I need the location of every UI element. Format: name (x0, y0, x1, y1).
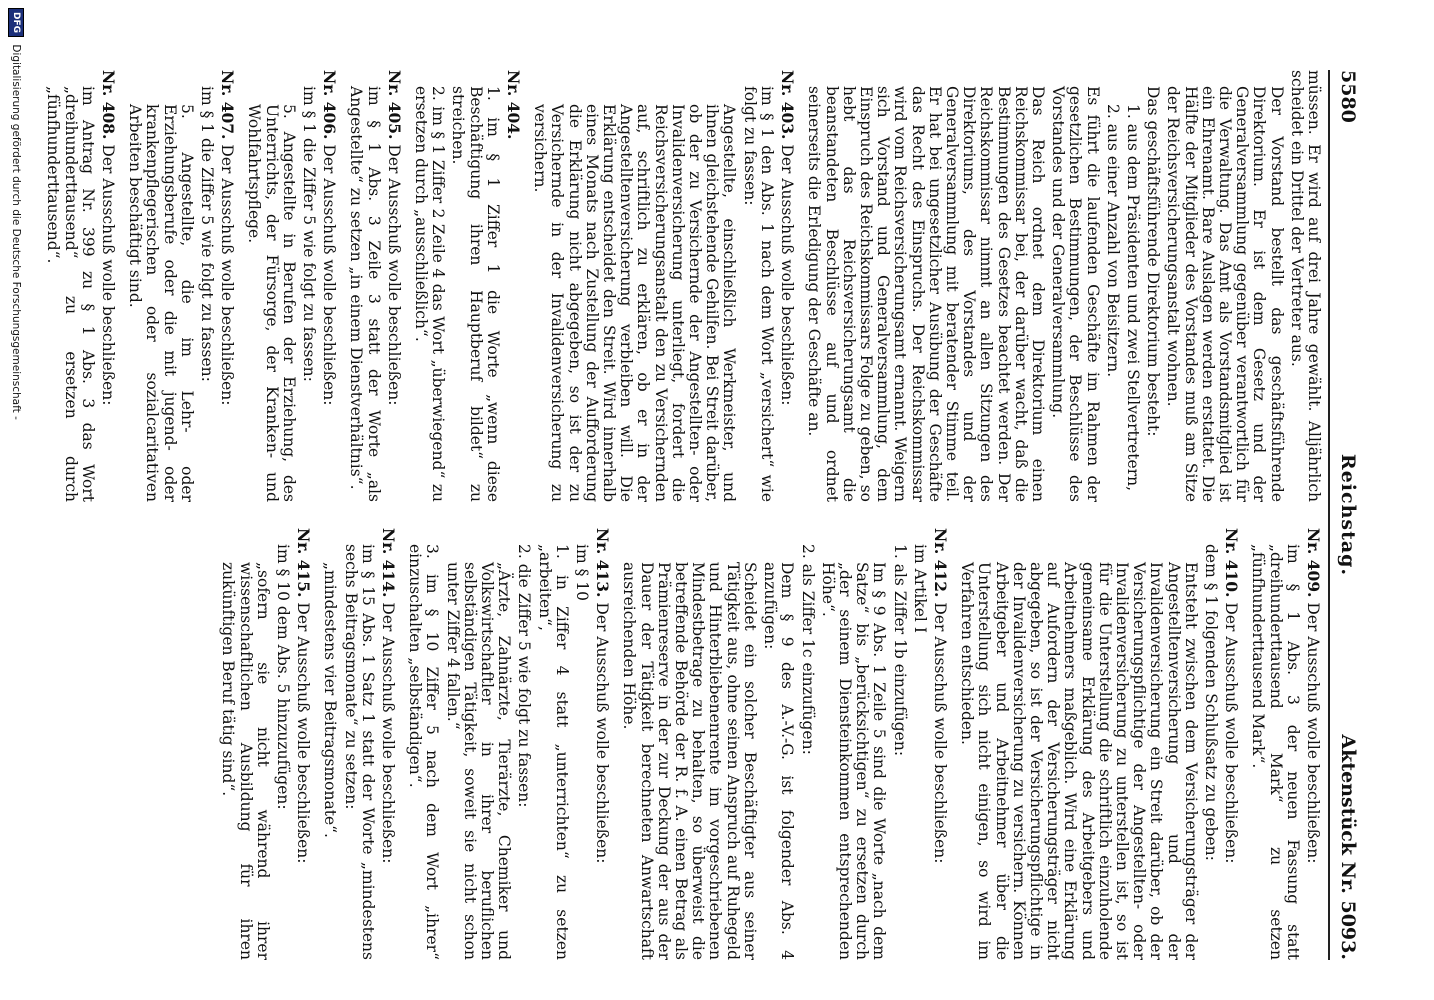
list-item: 1. aus dem Präsidenten und zwei Stellvertretern, (1123, 104, 1142, 492)
motion-intro: Der Ausschuß wolle beschließen: (320, 144, 339, 406)
motion-line: im § 10 dem Abs. 5 hinzuzufügen: (274, 544, 293, 810)
motion-line: Dem § 9 des A.-V.-G. ist folgender Abs. 4 anzufügen: (761, 562, 797, 960)
motion-number: Nr. 414. (379, 528, 399, 598)
motion-number: Nr. 404. (504, 70, 524, 140)
motion-line: „sofern sie nicht während ihrer wissenschaftlichen Ausbildung für ihren zukünftigen Beruf tätig sind“. (219, 562, 272, 960)
motion-405 (347, 70, 403, 502)
paragraph: Der Vorstand bestellt das geschäftsführende Direktorium. Er ist dem Gesetz und der Generalversammlung gegenüber verantwortlich für die Verwaltung. Das Amt als Vorstandsmitglied ist ein Ehrenamt. Bare Auslagen werden erstattet. Die Hälfte der Mitglieder des Vorstandes muß am Sitze der Reichsversicherungsanstalt wohnen. (1164, 86, 1286, 502)
motion-line: 5. Angestellte in Berufen der Erziehung, des Unterrichts, der Fürsorge, der Kranken- und Wohlfahrtspflege. (245, 104, 298, 502)
motion-413 (406, 528, 611, 960)
motion-line: im § 15 Abs. 1 Satz 1 statt der Worte „mindestens sechs Beitragsmonate“ zu setzen: (341, 544, 377, 960)
motion-line: im § 1 den Abs. 1 nach dem Wort „versichert“ wie folgt zu fassen: (740, 86, 776, 502)
motion-line: im § 10 (573, 544, 592, 601)
motion-403 (531, 70, 796, 502)
motion-line: 1. als Ziffer 1b einzufügen: (890, 544, 909, 757)
motion-intro: Der Ausschuß wolle beschließen: (778, 144, 797, 406)
list-item: 2. aus einer Anzahl von Beisitzern. (1103, 104, 1122, 378)
motion-line: 1. im § 1 Ziffer 1 die Worte „wenn diese Beschäftigung ihren Hauptberuf bildet“ zu streichen. (449, 86, 502, 502)
right-column (219, 528, 1323, 960)
motion-line: im § 1 Abs. 3 der neuen Fassung statt „dreihunderttausend Mark“ zu setzen „fünfhunderttausend Mark“. (1249, 544, 1302, 960)
motion-407 (126, 70, 236, 502)
motion-number: Nr. 412. (930, 528, 950, 598)
motion-410 (958, 528, 1240, 960)
motion-line: „Ärzte, Zahnärzte, Tierärzte, Chemiker und Volkswirtschaftler in ihrer beruflichen selbständigen Tätigkeit, soweit sie nicht schon unter Ziffer 4 fallen.“ (443, 562, 514, 960)
motion-409 (1249, 528, 1322, 960)
motion-line: „mindestens vier Beitragsmonate“. (321, 562, 340, 838)
motion-404 (412, 70, 522, 502)
motion-number: Nr. 406. (320, 70, 340, 140)
motion-line: im § 1 die Ziffer 5 wie folgt zu fassen: (198, 86, 217, 382)
page-header (1328, 70, 1358, 960)
paragraph: Es führt die laufenden Geschäfte im Rahmen der gesetzlichen Bestimmungen, der Beschlüsse des Vorstandes und der Generalversammlung. (1049, 86, 1102, 502)
left-column (44, 70, 1323, 502)
motion-line: im Antrag Nr. 399 zu § 1 Abs. 3 das Wort „dreihunderttausend“ zu ersetzen durch „fünfhunderttausend“. (44, 86, 97, 502)
motion-number: Nr. 413. (593, 528, 613, 598)
motion-number: Nr. 408. (99, 70, 118, 140)
dfg-logo: DFG (8, 8, 24, 37)
paragraph: Das geschäftsführende Direktorium besteht: (1144, 86, 1163, 437)
motion-intro: Der Ausschuß wolle beschließen: (294, 602, 313, 864)
motion-408 (44, 70, 117, 502)
motion-number: Nr. 409. (1304, 528, 1323, 598)
motion-line: 2. als Ziffer 1c einzufügen: (798, 544, 817, 755)
header-title: Reichstag. (1337, 453, 1359, 577)
motion-line: 1. in Ziffer 4 statt „unterrichten“ zu setzen „arbeiten“, (535, 544, 571, 960)
paragraph: müssen. Er wird auf drei Jahre gewählt. Alljährlich scheidet ein Drittel der Vertreter aus. (1287, 70, 1323, 502)
motion-number: Nr. 415. (294, 528, 314, 598)
motion-intro: Der Ausschuß wolle beschließen: (384, 144, 403, 406)
credit-text: Digitalisierung gefördert durch die Deutsche Forschungsgemeinschaft - (10, 44, 22, 420)
document-number: Aktenstück Nr. 5093. (1337, 734, 1359, 960)
motion-line: Angestellte, einschließlich Werkmeister, und ihnen gleichstehende Gehilfen. Bei Streit darüber, ob der zu Versichernde der Angestellten- oder Invalidenversicherung unterliegt, fordert die Reichsversicherungsanstalt den zu Versichernden auf, schriftlich zu erklären, ob er in der Angestelltenversicherung verbleiben will. Die Erklärung entscheidet den Streit. Wird innerhalb eines Monats nach Zustellung der Aufforderung die Erklärung nicht abgegeben, so ist der zu Versichernde in der Invalidenversicherung zu versichern. (531, 104, 739, 502)
motion-line: 2. die Ziffer 5 wie folgt zu fassen: (515, 544, 534, 808)
motion-intro: Der Ausschuß wolle beschließen: (99, 144, 117, 406)
motion-414 (321, 528, 397, 960)
motion-line: 2. im § 1 Ziffer 2 Zeile 4 das Wort „überwiegend“ zu ersetzen durch „ausschließlich“. (412, 86, 448, 502)
motion-line: im § 1 die Ziffer 5 wie folgt zu fassen: (300, 86, 319, 382)
motion-number: Nr. 403. (778, 70, 798, 140)
motion-412 (620, 528, 949, 960)
motion-line: im Artikel I (910, 544, 929, 633)
motion-number: Nr. 405. (384, 70, 404, 140)
page-number: 5580 (1337, 70, 1359, 123)
motion-415 (219, 528, 312, 960)
paragraph: Das Reich ordnet dem Direktorium einen Reichskommissar bei, der darüber wacht, daß die Bestimmungen des Gesetzes beachtet werden. Der Reichskommissar nimmt an allen Sitzungen des Direktoriums, des Vorstandes und der Generalversammlung mit beratender Stimme teil. Er hat bei ungesetzlicher Ausübung der Geschäfte das Recht des Einspruchs. Der Reichskommissar wird vom Reichsversicherungsamt ernannt. Weigern sich Vorstand und Generalversammlung, dem Einspruch des Reichskommissars Folge zu geben, so hebt das Reichsversicherungsamt die beanstandeten Beschlüsse auf und ordnet seinerseits die Erledigung der Geschäfte an. (805, 86, 1047, 502)
motion-intro: Der Ausschuß wolle beschließen: (593, 602, 612, 864)
motion-line: 5. Angestellte, die im Lehr- oder Erziehungsberufe oder die mit jugend- oder krankenpflegerischen oder sozialcaritativen Arbeiten beschäftigt sind. (126, 104, 196, 502)
digitization-credit (6, 0, 26, 1000)
motion-406 (245, 70, 338, 502)
motion-line: Im § 9 Abs. 1 Zeile 5 sind die Worte „nach dem Satze“ bis „berücksichtigen“ zu ersetzen durch „der seinem Diensteinkommen entsprechenden Höhe“. (818, 562, 889, 960)
motion-intro: Der Ausschuß wolle beschließen: (930, 602, 949, 864)
motion-number: Nr. 410. (1222, 528, 1242, 598)
motion-line: 3. im § 10 Ziffer 5 nach dem Wort „ihrer“ einzuschalten „selbständigen“. (406, 544, 442, 960)
motion-intro: Der Ausschuß wolle beschließen: (1304, 602, 1322, 864)
motion-line: Entsteht zwischen dem Versicherungsträger der Angestelltenversicherung und der Invalidenversicherung ein Streit darüber, ob der Versicherungspflichtige der Angestellten- oder Invalidenversicherung zu unterstellen ist, so ist für die Unterstellung die schriftlich einzuholende gemeinsame Erklärung des Arbeitgebers und Arbeitnehmers maßgeblich. Wird eine Erklärung auf Aufordern der Versicherungsträger nicht abgegeben, so ist der Versicherungspflichtige in der Invalidenversicherung zu versichern. Können Arbeitgeber und Arbeitnehmer über die Unterstellung sich nicht einigen, so wird im Verfahren entschieden. (958, 562, 1200, 960)
motion-number: Nr. 407. (218, 70, 238, 140)
motion-intro: Der Ausschuß wolle beschließen: (379, 602, 398, 864)
motion-intro: Der Ausschuß wolle beschließen: (1222, 602, 1241, 864)
motion-line: dem § 1 folgenden Schlußsatz zu geben: (1201, 544, 1220, 861)
motion-line: Scheidet ein solcher Beschäftigter aus seiner Tätigkeit aus, ohne seinen Anspruch auf Ruhegeld und Hinterbliebenenrente im vorgeschriebenen Mindestbetrage zu behalten, so überweist die betreffende Behörde der R. f. A. einen Betrag als Prämienreserve in der zur Deckung der aus der Dauer der Tätigkeit berechneten Anwartschaft ausreichenden Höhe. (620, 562, 759, 960)
motion-intro: Der Ausschuß wolle beschließen: (218, 144, 237, 406)
motion-line: im § 1 Abs. 3 Zeile 3 statt der Worte „als Angestellte“ zu setzen „in einem Dienstverhältnis“. (347, 86, 383, 502)
